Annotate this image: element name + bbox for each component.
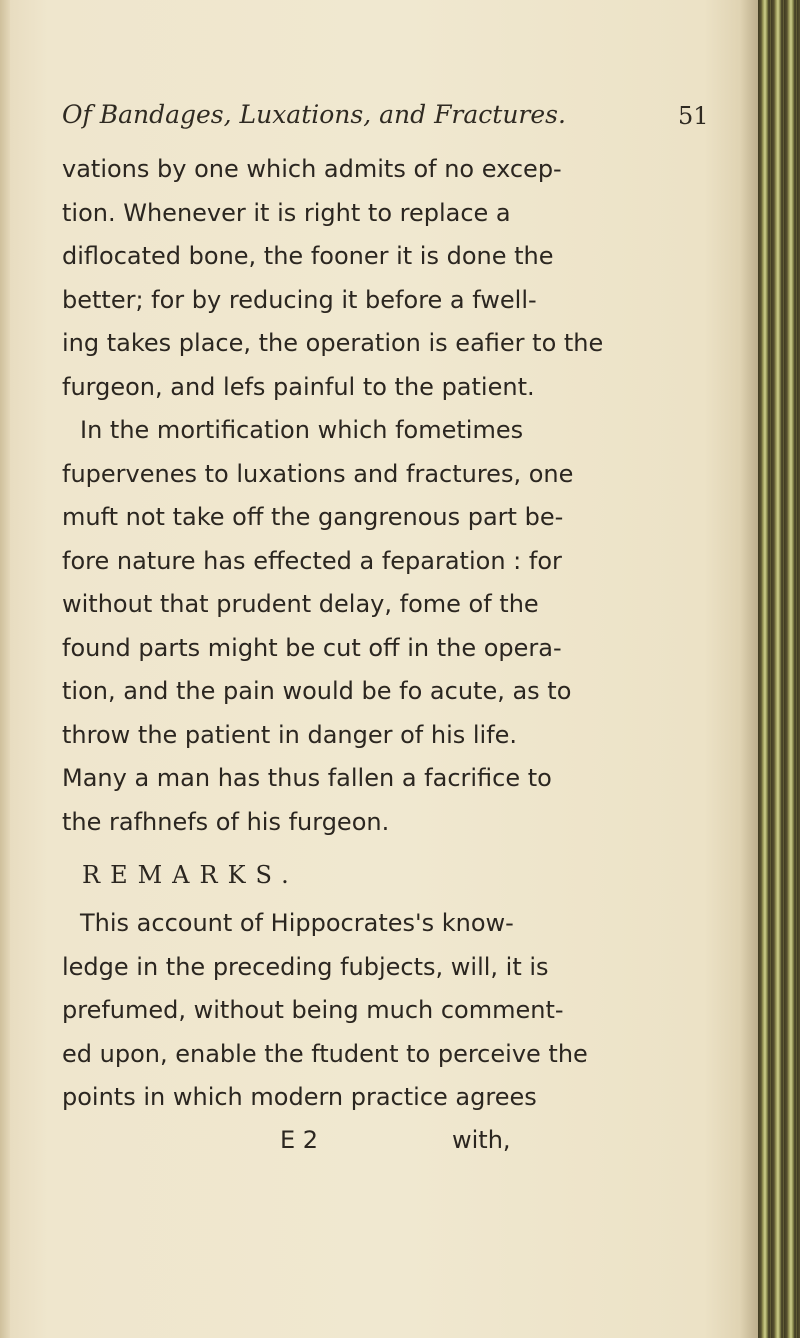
text-line: fupervenes to luxations and fractures, one bbox=[62, 459, 574, 488]
text-line: fore nature has effected a feparation : for bbox=[62, 546, 562, 575]
page-number: 51 bbox=[678, 102, 709, 130]
page-footer bbox=[62, 1120, 702, 1160]
text-line: ledge in the preceding fubjects, will, it is bbox=[62, 952, 549, 981]
page-text bbox=[62, 148, 702, 1160]
text-line: the rafhnefs of his furgeon. bbox=[62, 807, 390, 836]
text-line: throw the patient in danger of his life. bbox=[62, 720, 518, 749]
text-line: points in which modern practice agrees bbox=[62, 1083, 537, 1111]
remarks-heading: REMARKS. bbox=[82, 861, 299, 889]
paragraph-start-line: In the mortification which fometimes bbox=[80, 416, 524, 444]
text-line: ing takes place, the operation is eafier to the bbox=[62, 329, 604, 357]
gutter-shadow bbox=[740, 0, 760, 1338]
text-line: furgeon, and lefs painful to the patient. bbox=[62, 372, 535, 401]
page-left-edge bbox=[0, 0, 10, 1338]
text-line: found parts might be cut off in the opera- bbox=[62, 633, 562, 662]
text-line: tion, and the pain would be fo acute, as to bbox=[62, 677, 572, 705]
text-line: ed upon, enable the ftudent to perceive the bbox=[62, 1039, 588, 1068]
catchword: with, bbox=[452, 1125, 511, 1154]
text-line: better; for by reducing it before a fwell- bbox=[62, 285, 537, 314]
page-header bbox=[62, 100, 742, 150]
book-binding-edge bbox=[758, 0, 800, 1338]
text-line: Many a man has thus fallen a facrifice to bbox=[62, 764, 552, 792]
text-line: prefumed, without being much comment- bbox=[62, 996, 564, 1024]
paragraph-start-line: This account of Hippocrates's know- bbox=[80, 909, 514, 937]
text-line: tion. Whenever it is right to replace a bbox=[62, 198, 511, 227]
text-line: vations by one which admits of no excep- bbox=[62, 155, 562, 183]
text-line: diflocated bone, the fooner it is done the bbox=[62, 242, 554, 270]
running-title: Of Bandages, Luxations, and Fractures. bbox=[62, 100, 566, 129]
text-line: muft not take off the gangrenous part be- bbox=[62, 503, 564, 531]
signature-mark: E 2 bbox=[280, 1125, 319, 1154]
text-line: without that prudent delay, fome of the bbox=[62, 590, 539, 618]
